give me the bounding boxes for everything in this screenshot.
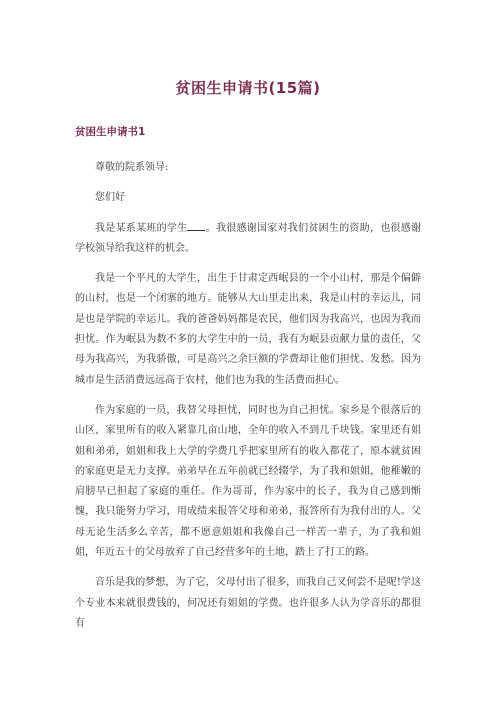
greeting: 您们好	[95, 192, 125, 204]
section-heading: 贫困生申请书1	[75, 126, 146, 138]
paragraph-family: 作为家庭的一员，我替父母担忧，同时也为自己担忧。家乡是个很落后的山区，家里所有的收入紧靠几亩山地，全年的收入不到几千块钱。家里还有姐姐和弟弟，姐姐和我上大学的学费几乎把家里所有的收入都花了，原本就贫困的家庭更是无力支撑。弟弟早在五年前就已经辍学，为了我和姐姐，他稚嫩的肩膀早已担起了家庭的重任。作为哥哥，作为家中的长子，我为自己感到惭愧，我只能努力学习，用成绩来报答父母和弟弟，报答所有为我付出的人。父母无论生活多么辛苦，都不愿意姐姐和我像自己一样苦一辈子，为了我和姐姐，年近五十的父母放弃了自己经营多年的土地，踏上了打工的路。	[75, 404, 421, 559]
paragraph-music: 音乐是我的梦想，为了它，父母付出了很多，而我自己又何尝不是呢!学这个专业本来就很费钱的，何况还有姐姐的学费。也许很多人认为学音乐的都很有	[75, 577, 421, 629]
document-title: 贫困生申请书(15篇)	[175, 79, 321, 97]
salutation: 尊敬的院系领导:	[95, 162, 169, 173]
paragraph-intro-end: 。我很感谢国家对我们贫困生的资助，也很感谢学校领导给我这样的机会。	[75, 222, 422, 254]
letter-body	[75, 158, 421, 644]
paragraph-intro-start: 我是某系某班的学生	[95, 222, 188, 234]
paragraph-background: 我是一个平凡的大学生，出生于甘肃定西岷县的一个小山村，那是个偏僻的山村，也是一个闭塞的地方。能够从大山里走出来，我是山村的幸运儿，同是也是学院的幸运儿。我的爸爸妈妈都是农民，他们因为我高兴，也因为我而担忧。作为岷县为数不多的大学生中的一员，我有为岷县贡献力量的责任，父母为我高兴，为我骄傲，可是高兴之余巨额的学费却让他们担忧、发愁。因为城市是生活消费远远高于农村，他们也为我的生活费而担心。	[75, 273, 421, 386]
fill-in-blank	[187, 220, 205, 231]
paragraph-intro	[75, 219, 421, 260]
